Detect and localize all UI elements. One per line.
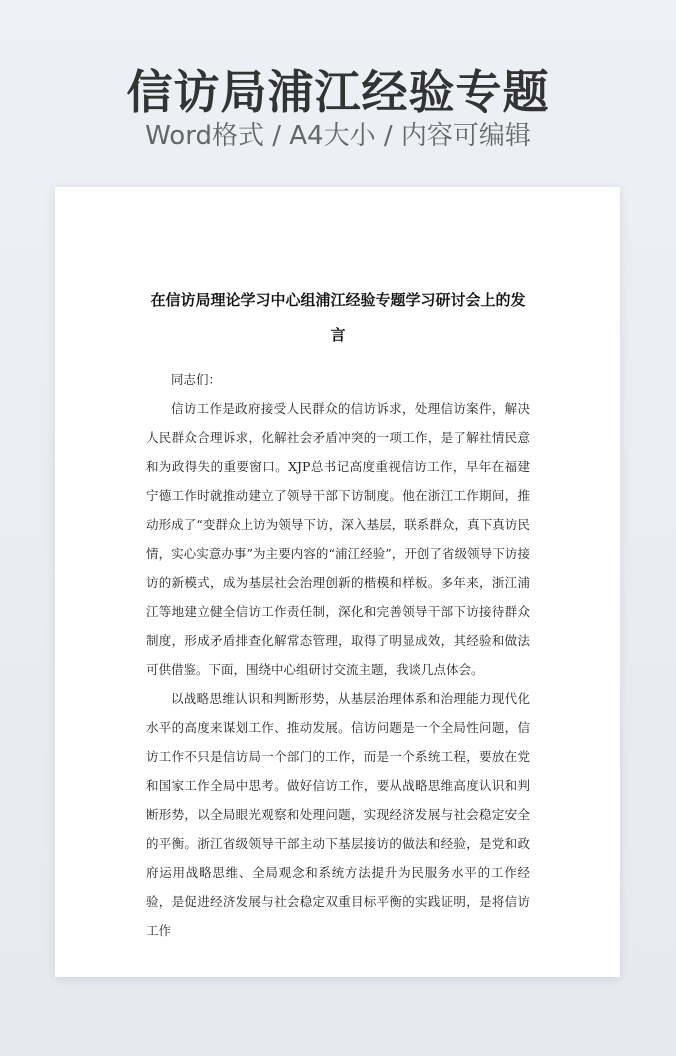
document-title: 在信访局理论学习中心组浦江经验专题学习研讨会上的发言	[150, 291, 526, 344]
salutation: 同志们：	[171, 372, 222, 387]
paragraph-1: 信访工作是政府接受人民群众的信访诉求，处理信访案件，解决人民群众合理诉求，化解社会矛盾冲突的一项工作，是了解社情民意和为政得失的重要窗口。XJP总书记高度重视信访工作，早年在福建宁德工作时就推动建立了领导干部下访制度。他在浙江工作期间，推动形成了“变群众上访为领导下访，深入基层，联系群众，真下真访民情，实心实意办事”为主要内容的“浦江经验”，开创了省级领导下访接访的新模式，成为基层社会治理创新的楷模和样板。多年来，浙江浦江等地建立健全信访工作责任制，深化和完善领导干部下访接待群众制度，形成矛盾排查化解常态管理，取得了明显成效，其经验和做法可供借鉴。下面，围绕中心组研讨交流主题，我谈几点体会。	[146, 401, 530, 677]
banner-subtitle: Word格式 / A4大小 / 内容可编辑	[145, 121, 531, 151]
paragraph-2: 以战略思维认识和判断形势，从基层治理体系和治理能力现代化水平的高度来谋划工作、推动发展。信访问题是一个全局性问题，信访工作不只是信访局一个部门的工作，而是一个系统工程，要放在党和国家工作全局中思考。做好信访工作，要从战略思维高度认识和判断形势，以全局眼光观察和处理问题，实现经济发展与社会稳定安全的平衡。浙江省级领导干部主动下基层接访的做法和经验，是党和政府运用战略思维、全局观念和系统方法提升为民服务水平的工作经验，是促进经济发展与社会稳定双重目标平衡的实践证明，是将信访工作	[146, 691, 530, 938]
document-page	[55, 187, 620, 977]
document-body	[146, 365, 530, 945]
banner-title: 信访局浦江经验专题	[126, 65, 550, 119]
header-banner	[0, 0, 676, 170]
